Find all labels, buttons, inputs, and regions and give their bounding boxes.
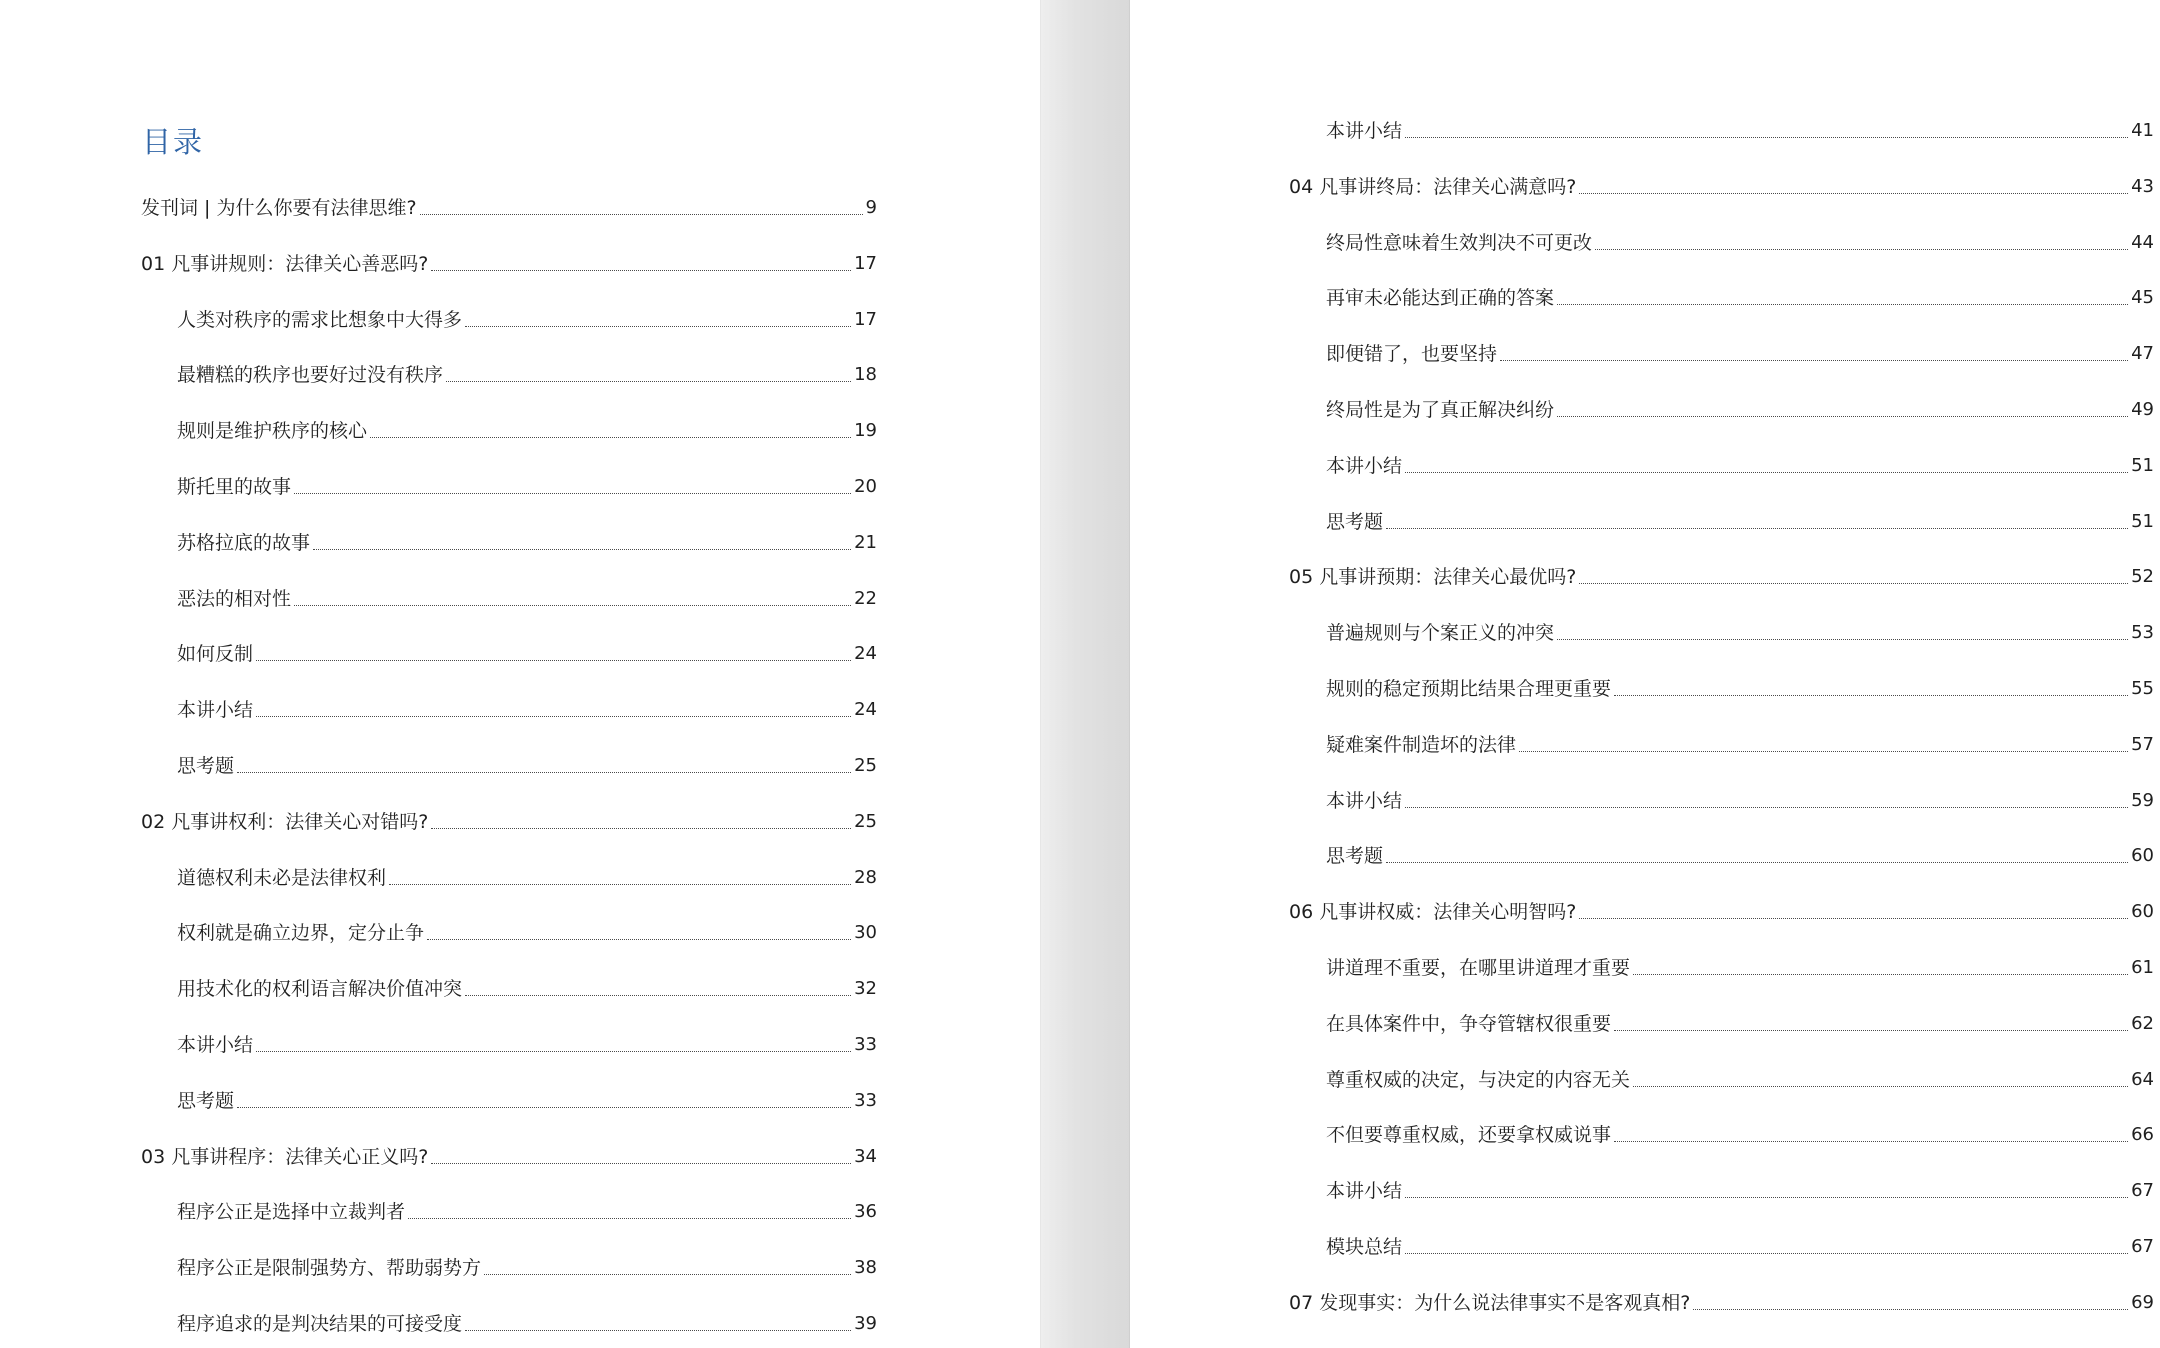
toc-entry-page-number: 17 [854,308,877,330]
toc-entry-page-number: 66 [2131,1124,2154,1146]
toc-entry-title: 程序公正是限制强势方、帮助弱势方 [177,1257,482,1280]
toc-dot-leader [1633,1085,2128,1087]
toc-entry-title: 人类对秩序的需求比想象中大得多 [177,308,463,331]
toc-dot-leader [1579,192,2128,194]
toc-section-entry[interactable] [1326,281,2154,311]
page-gap [1040,0,1130,1348]
toc-dot-leader [256,715,851,717]
toc-chapter-entry[interactable] [1289,1286,2154,1316]
toc-dot-leader [1519,750,2128,752]
toc-dot-leader [370,436,851,438]
toc-section-entry[interactable] [177,414,877,444]
toc-entry-page-number: 22 [854,587,877,609]
toc-section-entry[interactable] [1326,1063,2154,1093]
toc-entry-title: 发刊词 | 为什么你要有法律思维? [141,197,417,219]
toc-chapter-entry[interactable] [1289,170,2154,200]
toc-entry-title: 普遍规则与个案正义的冲突 [1326,622,1555,645]
toc-entry-title: 02 凡事讲权利：法律关心对错吗? [141,810,429,833]
toc-dot-leader [1557,415,2128,417]
toc-entry-title: 思考题 [177,755,235,777]
toc-entry-title: 用技术化的权利语言解决价值冲突 [177,978,463,1001]
toc-dot-leader [1386,861,2128,863]
toc-entry-title: 终局性是为了真正解决纠纷 [1326,399,1555,421]
toc-entry-page-number: 62 [2131,1012,2154,1034]
toc-section-entry[interactable] [177,303,877,333]
toc-entry-page-number: 33 [854,1089,877,1111]
toc-entry-page-number: 20 [854,476,877,497]
toc-entry-page-number: 24 [854,699,877,721]
toc-dot-leader [420,213,863,215]
toc-entry-title: 恶法的相对性 [177,587,292,610]
toc-dot-leader [1405,1196,2128,1198]
toc-heading: 目录 [142,125,205,159]
toc-entry-page-number: 18 [854,364,877,386]
toc-section-entry[interactable] [177,526,877,556]
toc-entry-title: 思考题 [1326,510,1384,533]
toc-entry-title: 05 凡事讲预期：法律关心最优吗? [1289,566,1577,589]
toc-dot-leader [1579,582,2128,584]
toc-entry-title: 01 凡事讲规则：法律关心善恶吗? [141,252,429,275]
toc-entry-title: 如何反制 [177,643,254,666]
toc-section-entry[interactable] [1326,114,2154,144]
toc-entry-title: 程序公正是选择中立裁判者 [177,1201,406,1224]
toc-dot-leader [389,883,851,885]
toc-section-entry[interactable] [177,1195,877,1225]
toc-entry-page-number: 43 [2131,175,2154,197]
toc-entry-title: 本讲小结 [177,699,254,722]
toc-section-entry[interactable] [177,916,877,946]
toc-dot-leader [446,380,851,382]
toc-dot-leader [431,1162,851,1164]
toc-dot-leader [313,548,851,550]
toc-dot-leader [294,492,851,494]
toc-entry-page-number: 60 [2131,901,2154,923]
toc-dot-leader [1405,136,2128,138]
toc-section-entry[interactable] [1326,449,2154,479]
toc-entry-page-number: 67 [2131,1180,2154,1202]
toc-entry-page-number: 25 [854,810,877,832]
toc-entry-page-number: 17 [854,252,877,274]
toc-section-entry[interactable] [1326,672,2154,702]
toc-dot-leader [1614,1029,2128,1031]
toc-dot-leader [1614,694,2128,696]
toc-dot-leader [484,1273,851,1275]
toc-entry-title: 道德权利未必是法律权利 [177,866,387,889]
toc-entry-page-number: 30 [854,922,877,944]
toc-dot-leader [237,1106,851,1108]
toc-dot-leader [1633,973,2128,975]
toc-chapter-entry[interactable] [1289,895,2154,925]
toc-section-entry[interactable] [1326,728,2154,758]
toc-section-entry[interactable] [177,637,877,667]
toc-section-entry[interactable] [1326,1118,2154,1148]
toc-entry-page-number: 33 [854,1034,877,1055]
toc-dot-leader [256,1050,851,1052]
toc-entry-title: 疑难案件制造坏的法律 [1326,733,1517,756]
toc-entry-page-number: 59 [2131,789,2154,811]
toc-entry-title: 权利就是确立边界，定分止争 [177,922,425,945]
toc-entry-title: 06 凡事讲权威：法律关心明智吗? [1289,901,1577,924]
toc-entry-page-number: 51 [2131,454,2154,476]
toc-entry-title: 本讲小结 [177,1034,254,1056]
toc-dot-leader [431,269,851,271]
toc-dot-leader [408,1217,851,1219]
toc-section-entry[interactable] [1326,784,2154,814]
toc-entry-page-number: 47 [2131,343,2154,365]
toc-entry-title: 本讲小结 [1326,120,1403,142]
toc-entry-title: 最糟糕的秩序也要好过没有秩序 [177,364,444,387]
toc-entry-title: 苏格拉底的故事 [177,531,311,554]
toc-section-entry[interactable] [1326,839,2154,869]
toc-chapter-entry[interactable] [141,1140,877,1170]
toc-dot-leader [427,938,851,940]
toc-dot-leader [256,659,851,661]
toc-entry-page-number: 34 [854,1145,877,1167]
toc-entry-page-number: 19 [854,420,877,442]
toc-section-entry[interactable] [1326,505,2154,535]
toc-entry-page-number: 49 [2131,399,2154,420]
toc-entry-title: 再审未必能达到正确的答案 [1326,287,1555,310]
toc-entry-page-number: 36 [854,1201,877,1223]
toc-entry-title: 本讲小结 [1326,1180,1403,1203]
toc-entry-title: 规则是维护秩序的核心 [177,420,368,443]
toc-dot-leader [465,325,851,327]
toc-dot-leader [465,1329,851,1331]
toc-entry-title: 程序追求的是判决结果的可接受度 [177,1313,463,1335]
toc-entry-title: 07 发现事实：为什么说法律事实不是客观真相? [1289,1291,1691,1314]
toc-entry-page-number: 9 [865,197,877,218]
toc-section-entry[interactable] [177,861,877,891]
toc-entry-page-number: 25 [854,755,877,776]
toc-entry-title: 规则的稳定预期比结果合理更重要 [1326,678,1612,700]
toc-entry-title: 在具体案件中，争夺管辖权很重要 [1326,1012,1612,1035]
toc-dot-leader [1405,806,2128,808]
toc-entry-title: 尊重权威的决定，与决定的内容无关 [1326,1068,1631,1091]
toc-entry-page-number: 24 [854,643,877,665]
toc-section-entry[interactable] [177,972,877,1002]
toc-entry-page-number: 32 [854,978,877,1000]
toc-chapter-entry[interactable] [141,191,877,221]
toc-dot-leader [1579,917,2128,919]
toc-dot-leader [431,827,851,829]
toc-entry-title: 04 凡事讲终局：法律关心满意吗? [1289,175,1577,198]
toc-section-entry[interactable] [177,470,877,500]
toc-section-entry[interactable] [177,1251,877,1281]
toc-section-entry[interactable] [177,582,877,612]
toc-section-entry[interactable] [177,1307,877,1337]
toc-dot-leader [1557,303,2128,305]
toc-entry-page-number: 60 [2131,845,2154,867]
document-page-right [1130,0,2160,1348]
toc-entry-page-number: 21 [854,531,877,553]
toc-entry-page-number: 44 [2131,231,2154,253]
toc-dot-leader [1386,527,2128,529]
toc-dot-leader [294,604,851,606]
toc-entry-title: 本讲小结 [1326,789,1403,812]
toc-entry-page-number: 67 [2131,1236,2154,1257]
toc-section-entry[interactable] [177,749,877,779]
toc-entry-title: 终局性意味着生效判决不可更改 [1326,231,1593,254]
toc-entry-title: 模块总结 [1326,1236,1403,1258]
toc-entry-page-number: 52 [2131,566,2154,588]
toc-dot-leader [237,771,851,773]
toc-entry-title: 斯托里的故事 [177,476,292,498]
toc-entry-page-number: 39 [854,1313,877,1334]
toc-entry-page-number: 55 [2131,678,2154,699]
toc-entry-page-number: 64 [2131,1068,2154,1090]
toc-entry-page-number: 69 [2131,1291,2154,1313]
toc-dot-leader [1405,1252,2128,1254]
toc-entry-title: 本讲小结 [1326,454,1403,477]
toc-section-entry[interactable] [1326,393,2154,423]
toc-dot-leader [1500,359,2128,361]
toc-chapter-entry[interactable] [1289,560,2154,590]
toc-entry-page-number: 45 [2131,287,2154,309]
toc-entry-title: 思考题 [177,1089,235,1112]
toc-entry-title: 不但要尊重权威，还要拿权威说事 [1326,1124,1612,1147]
toc-chapter-entry[interactable] [141,247,877,277]
toc-entry-page-number: 51 [2131,510,2154,532]
toc-section-entry[interactable] [1326,1230,2154,1260]
toc-section-entry[interactable] [1326,337,2154,367]
toc-entry-title: 即便错了，也要坚持 [1326,343,1498,366]
toc-section-entry[interactable] [1326,951,2154,981]
toc-entry-title: 讲道理不重要，在哪里讲道理才重要 [1326,957,1631,979]
toc-chapter-entry[interactable] [141,805,877,835]
toc-section-entry[interactable] [1326,226,2154,256]
toc-entry-page-number: 61 [2131,957,2154,978]
toc-entry-page-number: 38 [854,1257,877,1279]
toc-entry-page-number: 41 [2131,120,2154,141]
toc-dot-leader [1557,638,2128,640]
toc-entry-title: 思考题 [1326,845,1384,868]
toc-section-entry[interactable] [1326,616,2154,646]
toc-entry-page-number: 28 [854,866,877,888]
toc-section-entry[interactable] [177,1084,877,1114]
toc-dot-leader [465,994,851,996]
toc-section-entry[interactable] [177,693,877,723]
toc-section-entry[interactable] [1326,1174,2154,1204]
toc-section-entry[interactable] [177,1028,877,1058]
toc-entry-page-number: 57 [2131,733,2154,755]
toc-dot-leader [1405,471,2128,473]
toc-dot-leader [1595,248,2128,250]
toc-section-entry[interactable] [1326,1007,2154,1037]
toc-section-entry[interactable] [177,358,877,388]
toc-entry-title: 03 凡事讲程序：法律关心正义吗? [141,1145,429,1168]
toc-dot-leader [1614,1140,2128,1142]
toc-entry-page-number: 53 [2131,622,2154,644]
toc-dot-leader [1693,1308,2128,1310]
document-page-left [0,0,1040,1348]
